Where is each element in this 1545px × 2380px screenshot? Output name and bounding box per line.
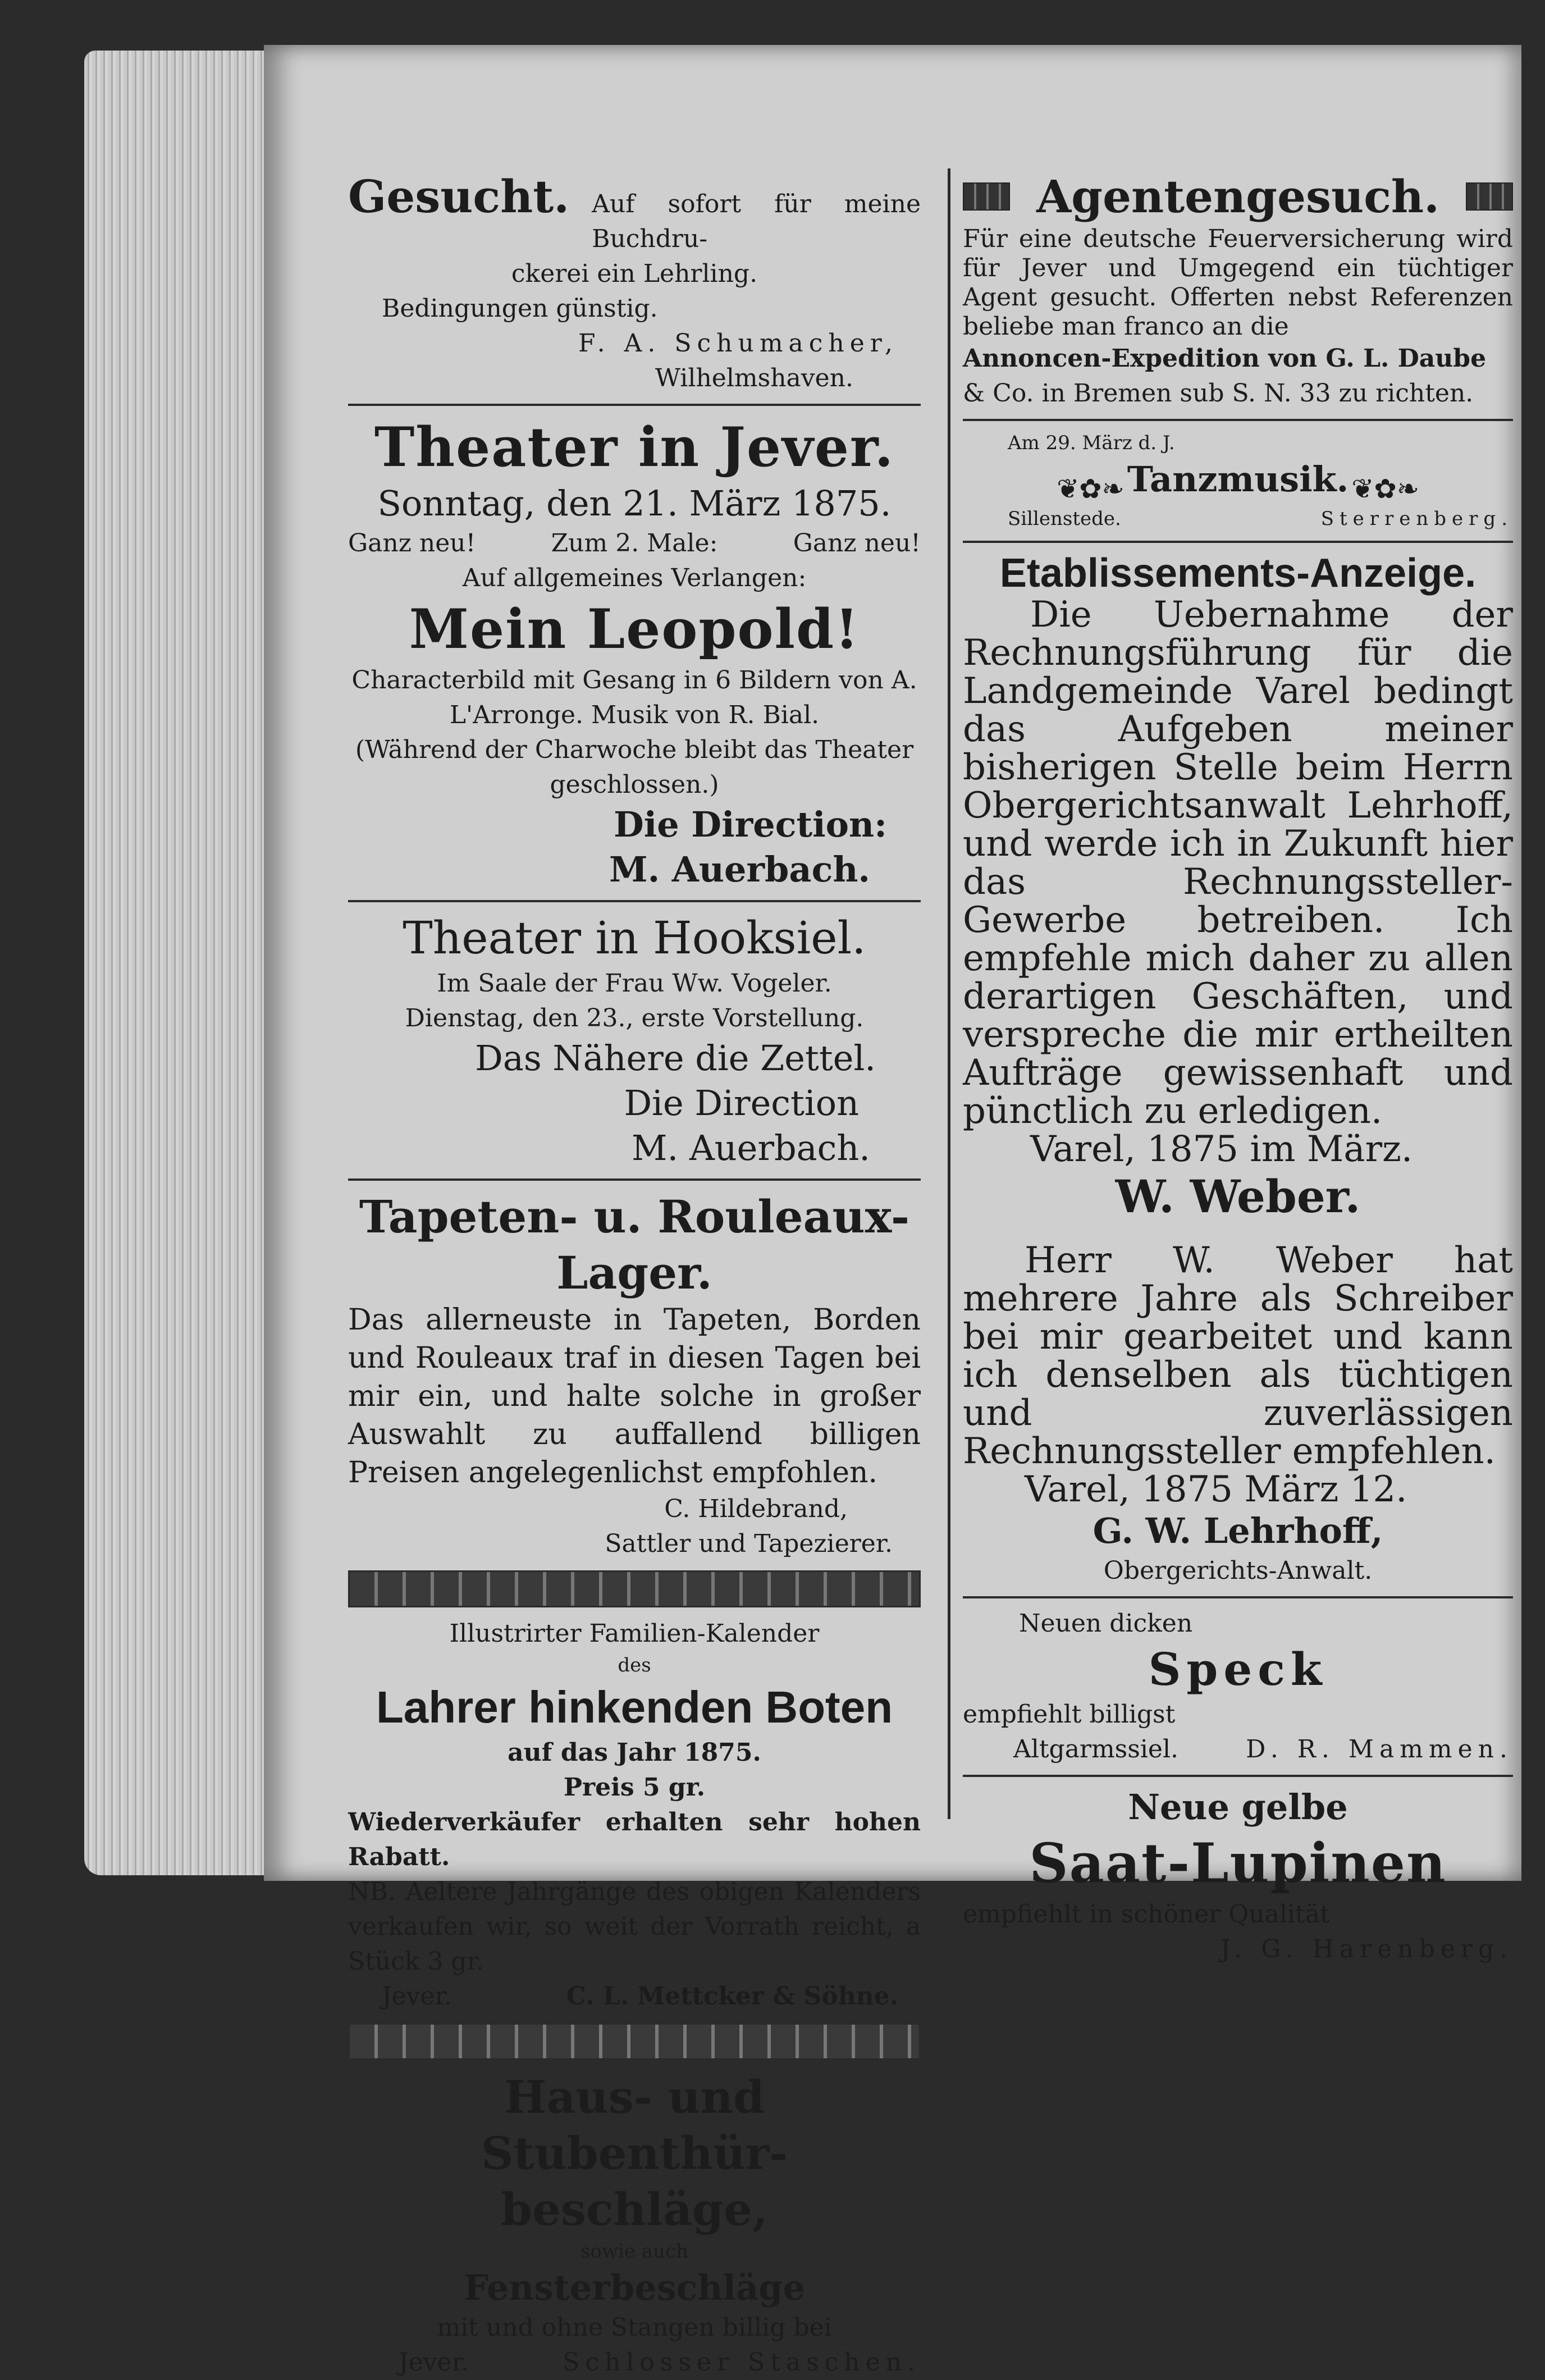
beschlaege-title-1: Haus- und Stubenthür- bbox=[481, 2071, 788, 2180]
etablissement-body: Die Uebernahme der Rechnungsführung für die Landgemeinde Varel bedingt das Aufgeben meiner bisherigen Stelle beim Herrn Obergerichtsanwalt Lehrhoff, und werde ich in Zukunft hier das Rechnungssteller-Gewerbe betreiben. Ich empfehle mich daher zu allen derartigen Geschäften, und verspreche die mir ertheilten Aufträge gewissenhaft und pünctlich zu erledigen. bbox=[963, 593, 1513, 1132]
left-flourish-icon: ❦✿❧ bbox=[1057, 473, 1125, 505]
speck-intro: Neuen dicken bbox=[1019, 1609, 1193, 1638]
theater-hooksiel-signer: M. Auerbach. bbox=[632, 1127, 870, 1168]
kalender-title: Lahrer hinkenden Boten bbox=[376, 1682, 893, 1732]
speck-line: empfiehlt billigst bbox=[963, 1700, 1176, 1729]
ad-tapeten bbox=[348, 1189, 921, 1561]
beschlaege-title-3: Fensterbeschläge bbox=[464, 2267, 805, 2308]
tanzmusik-place-right: Sterrenberg. bbox=[1320, 507, 1513, 530]
ad-tanzmusik bbox=[963, 429, 1513, 533]
divider bbox=[348, 1178, 921, 1181]
agenten-body-3: & Co. in Bremen sub S. N. 33 zu richten. bbox=[963, 379, 1474, 408]
kalender-des: des bbox=[618, 1654, 651, 1676]
theater-jever-signer: M. Auerbach. bbox=[609, 849, 870, 890]
ad-kalender bbox=[348, 1616, 921, 2014]
lupinen-line-1: Neue gelbe bbox=[1128, 1786, 1348, 1828]
right-flourish-icon: ❦✿❧ bbox=[1351, 473, 1419, 505]
ad-etablissement bbox=[963, 551, 1513, 1225]
theater-hooksiel-line-3: Das Nähere die Zettel. bbox=[475, 1038, 876, 1079]
empfehlung-dateline: Varel, 1875 März 12. bbox=[1025, 1468, 1407, 1510]
tapeten-title-1: Tapeten- u. Rouleaux- bbox=[359, 1190, 910, 1243]
ad-theater-hooksiel bbox=[348, 910, 921, 1171]
gesucht-place: Wilhelmshaven. bbox=[655, 364, 853, 392]
theater-jever-direction: Die Direction: bbox=[613, 804, 887, 845]
beschlaege-sowie: sowie auch bbox=[580, 2240, 688, 2263]
beschlaege-title-2: beschläge, bbox=[501, 2183, 768, 2236]
book-page-edges bbox=[84, 51, 269, 1875]
ad-speck bbox=[963, 1606, 1513, 1767]
tanzmusik-title: Tanzmusik. bbox=[1127, 459, 1349, 500]
gesucht-text-3: Bedingungen günstig. bbox=[382, 294, 658, 323]
etablissement-dateline: Varel, 1875 im März. bbox=[1030, 1128, 1413, 1170]
ad-theater-jever bbox=[348, 414, 921, 892]
gesucht-text-1: Auf sofort für meine Buchdru- bbox=[592, 190, 921, 253]
tapeten-signer: C. Hildebrand, bbox=[664, 1495, 848, 1523]
divider bbox=[963, 1596, 1513, 1598]
speck-signer: D. R. Mammen. bbox=[1246, 1734, 1513, 1764]
agenten-title: Agentengesuch. bbox=[1036, 170, 1439, 223]
gesucht-signer: F. A. Schumacher, bbox=[578, 329, 898, 358]
empfehlung-signer: G. W. Lehrhoff, bbox=[1093, 1510, 1383, 1551]
divider bbox=[963, 541, 1513, 543]
theater-jever-desc-1: Characterbild mit Gesang in 6 Bildern von A. bbox=[351, 666, 917, 695]
ganz-neu-left: Ganz neu! bbox=[348, 529, 476, 558]
kalender-nb: NB. Aeltere Jahrgänge des obigen Kalenders verkaufen wir, so weit der Vorrath reicht, a Stück 3 gr. bbox=[348, 1877, 921, 1976]
kalender-year: auf das Jahr 1875. bbox=[508, 1738, 761, 1767]
column-divider bbox=[948, 168, 950, 1819]
theater-hooksiel-line-2: Dienstag, den 23., erste Vorstellung. bbox=[405, 1004, 864, 1033]
beschlaege-signer: Schlosser Staschen. bbox=[563, 2348, 921, 2377]
theater-jever-date: Sonntag, den 21. März 1875. bbox=[377, 483, 892, 524]
left-column bbox=[348, 168, 921, 2380]
ornament-block-icon bbox=[1466, 182, 1513, 211]
divider bbox=[348, 404, 921, 406]
lupinen-line-2: empfiehlt in schöner Qualität bbox=[963, 1899, 1330, 1929]
kalender-line-1: Illustrirter Familien-Kalender bbox=[449, 1619, 820, 1648]
etablissement-title: Etablissements-Anzeige. bbox=[999, 550, 1477, 596]
ornamental-bar bbox=[348, 1570, 921, 1607]
ganz-neu-right: Ganz neu! bbox=[793, 529, 921, 558]
zum-2-male: Zum 2. Male: bbox=[551, 529, 718, 558]
speck-place: Altgarmssiel. bbox=[1013, 1734, 1179, 1764]
theater-hooksiel-direction: Die Direction bbox=[624, 1082, 859, 1123]
ad-gesucht bbox=[348, 168, 921, 396]
theater-jever-play: Mein Leopold! bbox=[409, 597, 860, 661]
theater-jever-title: Theater in Jever. bbox=[374, 415, 895, 479]
beschlaege-place: Jever. bbox=[399, 2348, 469, 2377]
divider bbox=[963, 419, 1513, 421]
ad-beschlaege bbox=[348, 2069, 921, 2380]
gesucht-text-2: ckerei ein Lehrling. bbox=[511, 259, 758, 288]
empfehlung-title: Obergerichts-Anwalt. bbox=[1103, 1556, 1373, 1585]
tapeten-body: Das allerneuste in Tapeten, Borden und Rouleaux traf in diesen Tagen bei mir ein, und halte solche in großer Auswahlt zu auffallend billigen Preisen angelegenlichst empfohlen. bbox=[348, 1303, 921, 1490]
ad-empfehlung bbox=[963, 1241, 1513, 1588]
theater-jever-desc-2: L'Arronge. Musik von R. Bial. bbox=[449, 701, 820, 729]
ad-agentengesuch bbox=[963, 168, 1513, 411]
kalender-place: Jever. bbox=[382, 1982, 452, 2011]
theater-hooksiel-title: Theater in Hooksiel. bbox=[403, 912, 866, 964]
theater-jever-verlangen: Auf allgemeines Verlangen: bbox=[462, 564, 807, 592]
theater-jever-desc-3: (Während der Charwoche bleibt das Theater geschlossen.) bbox=[355, 736, 914, 799]
ornament-block-icon bbox=[963, 182, 1010, 211]
agenten-body-2: Annoncen-Expedition von G. L. Daube bbox=[963, 344, 1487, 373]
tapeten-title-2: Lager. bbox=[556, 1246, 712, 1299]
beschlaege-line: mit und ohne Stangen billig bei bbox=[437, 2313, 832, 2342]
ornamental-bar bbox=[348, 2023, 921, 2060]
tanzmusik-place-left: Sillenstede. bbox=[1008, 507, 1121, 530]
lupinen-title: Saat-Lupinen bbox=[1029, 1831, 1447, 1895]
empfehlung-body: Herr W. Weber hat mehrere Jahre als Schreiber bei mir gearbeitet und kann ich denselben als tüchtigen und zuverlässigen Rechnungssteller empfehlen. bbox=[963, 1239, 1513, 1472]
etablissement-signer: W. Weber. bbox=[1115, 1170, 1361, 1223]
divider bbox=[963, 1775, 1513, 1777]
kalender-line-2: Wiederverkäufer erhalten sehr hohen Rabatt. bbox=[348, 1808, 921, 1871]
kalender-signer: C. L. Mettcker & Söhne. bbox=[566, 1982, 898, 2011]
ad-lupinen bbox=[963, 1785, 1513, 1967]
right-column bbox=[963, 168, 1513, 1967]
tapeten-trade: Sattler und Tapezierer. bbox=[605, 1529, 893, 1558]
tanzmusik-date: Am 29. März d. J. bbox=[1008, 432, 1175, 454]
speck-title: Speck bbox=[1148, 1642, 1328, 1696]
lupinen-signer: J. G. Harenberg. bbox=[1220, 1934, 1513, 1963]
agenten-body-1: Für eine deutsche Feuerversicherung wird für Jever und Umgegend ein tüchtiger Agent gesucht. Offerten nebst Referenzen beliebe man franco an die bbox=[963, 225, 1513, 341]
kalender-price: Preis 5 gr. bbox=[563, 1773, 706, 1802]
theater-hooksiel-line-1: Im Saale der Frau Ww. Vogeler. bbox=[437, 969, 832, 998]
divider bbox=[348, 900, 921, 902]
gesucht-title: Gesucht. bbox=[348, 170, 570, 223]
